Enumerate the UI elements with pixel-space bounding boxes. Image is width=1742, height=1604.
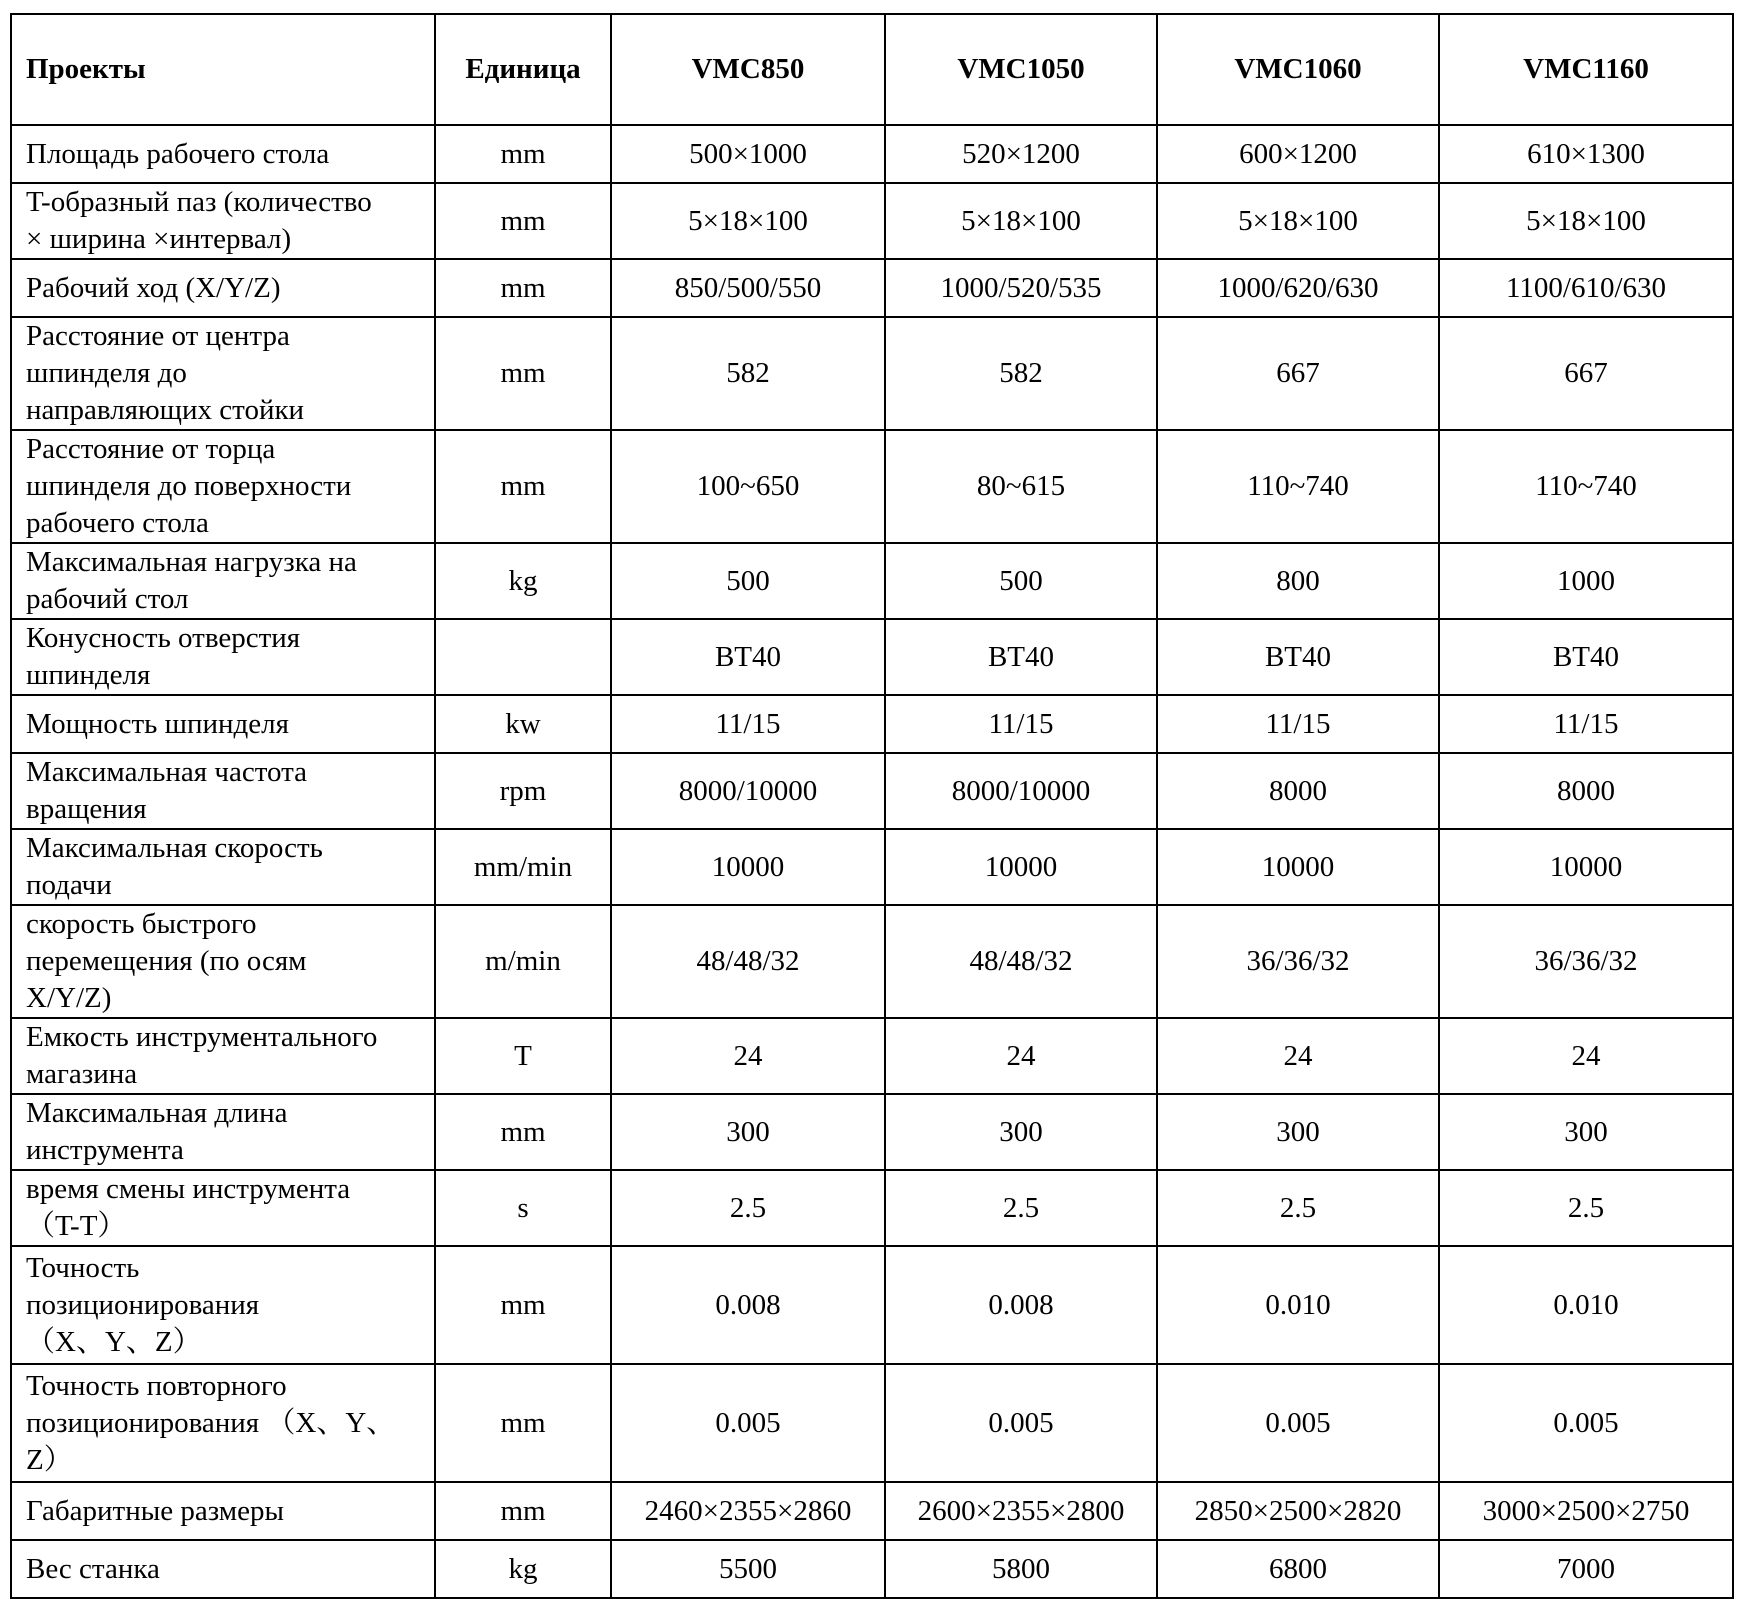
value-cell: 10000: [611, 829, 885, 905]
value-cell: 0.010: [1439, 1246, 1733, 1364]
value-cell: 110~740: [1439, 430, 1733, 543]
value-cell: 5×18×100: [1439, 183, 1733, 259]
table-row: [11, 543, 1733, 619]
value-cell: 667: [1157, 317, 1439, 430]
unit-cell: mm: [435, 1364, 611, 1482]
table-row: [11, 1482, 1733, 1540]
value-cell: 300: [885, 1094, 1157, 1170]
table-row: [11, 430, 1733, 543]
value-cell: 2.5: [885, 1170, 1157, 1246]
unit-cell: kw: [435, 695, 611, 753]
spec-table-container: [10, 13, 1732, 1588]
value-cell: 0.005: [885, 1364, 1157, 1482]
param-cell: Максимальная частота вращения: [11, 753, 435, 829]
value-cell: 7000: [1439, 1540, 1733, 1598]
value-cell: 24: [1439, 1018, 1733, 1094]
value-cell: 300: [1439, 1094, 1733, 1170]
value-cell: 11/15: [885, 695, 1157, 753]
value-cell: 100~650: [611, 430, 885, 543]
value-cell: 500: [885, 543, 1157, 619]
value-cell: 10000: [1157, 829, 1439, 905]
value-cell: 5500: [611, 1540, 885, 1598]
table-row: [11, 1364, 1733, 1482]
value-cell: 2600×2355×2800: [885, 1482, 1157, 1540]
value-cell: 11/15: [611, 695, 885, 753]
param-cell: Мощность шпинделя: [11, 695, 435, 753]
value-cell: 582: [611, 317, 885, 430]
value-cell: 8000: [1439, 753, 1733, 829]
value-cell: 110~740: [1157, 430, 1439, 543]
value-cell: 667: [1439, 317, 1733, 430]
unit-cell: mm: [435, 430, 611, 543]
value-cell: 48/48/32: [885, 905, 1157, 1018]
param-cell: Максимальная нагрузка на рабочий стол: [11, 543, 435, 619]
unit-cell: mm: [435, 183, 611, 259]
table-row: [11, 1540, 1733, 1598]
unit-cell: [435, 619, 611, 695]
table-row: [11, 753, 1733, 829]
value-cell: 5×18×100: [1157, 183, 1439, 259]
value-cell: 3000×2500×2750: [1439, 1482, 1733, 1540]
value-cell: 5×18×100: [885, 183, 1157, 259]
value-cell: 0.008: [885, 1246, 1157, 1364]
table-row: [11, 1170, 1733, 1246]
table-row: [11, 317, 1733, 430]
value-cell: 2.5: [1157, 1170, 1439, 1246]
header-vmc1060: VMC1060: [1157, 14, 1439, 125]
unit-cell: mm: [435, 317, 611, 430]
value-cell: 5800: [885, 1540, 1157, 1598]
value-cell: 0.008: [611, 1246, 885, 1364]
param-cell: T-образный паз (количество × ширина ×интервал): [11, 183, 435, 259]
value-cell: 10000: [1439, 829, 1733, 905]
param-cell: Конусность отверстия шпинделя: [11, 619, 435, 695]
value-cell: 1000/620/630: [1157, 259, 1439, 317]
value-cell: 8000/10000: [611, 753, 885, 829]
value-cell: 8000: [1157, 753, 1439, 829]
value-cell: BT40: [1439, 619, 1733, 695]
value-cell: 24: [1157, 1018, 1439, 1094]
header-vmc1050: VMC1050: [885, 14, 1157, 125]
value-cell: 800: [1157, 543, 1439, 619]
table-row: [11, 1018, 1733, 1094]
spec-table: [10, 13, 1734, 1599]
param-cell: время смены инструмента （T-T）: [11, 1170, 435, 1246]
param-cell: Максимальная скорость подачи: [11, 829, 435, 905]
param-cell: Вес станка: [11, 1540, 435, 1598]
value-cell: 0.005: [1157, 1364, 1439, 1482]
unit-cell: rpm: [435, 753, 611, 829]
header-vmc1160: VMC1160: [1439, 14, 1733, 125]
value-cell: 36/36/32: [1157, 905, 1439, 1018]
value-cell: 610×1300: [1439, 125, 1733, 183]
header-vmc850: VMC850: [611, 14, 885, 125]
table-row: [11, 125, 1733, 183]
unit-cell: mm: [435, 1094, 611, 1170]
value-cell: 582: [885, 317, 1157, 430]
value-cell: 6800: [1157, 1540, 1439, 1598]
value-cell: 24: [611, 1018, 885, 1094]
value-cell: 80~615: [885, 430, 1157, 543]
unit-cell: s: [435, 1170, 611, 1246]
unit-cell: kg: [435, 543, 611, 619]
header-row: [11, 14, 1733, 125]
param-cell: Максимальная длина инструмента: [11, 1094, 435, 1170]
param-cell: Точность позиционирования （X、Y、Z）: [11, 1246, 435, 1364]
value-cell: 24: [885, 1018, 1157, 1094]
value-cell: 11/15: [1439, 695, 1733, 753]
table-row: [11, 1094, 1733, 1170]
table-row: [11, 619, 1733, 695]
table-row: [11, 259, 1733, 317]
value-cell: 850/500/550: [611, 259, 885, 317]
value-cell: 1000: [1439, 543, 1733, 619]
value-cell: 11/15: [1157, 695, 1439, 753]
param-cell: Рабочий ход (X/Y/Z): [11, 259, 435, 317]
unit-cell: mm/min: [435, 829, 611, 905]
value-cell: 300: [1157, 1094, 1439, 1170]
value-cell: 2.5: [611, 1170, 885, 1246]
unit-cell: m/min: [435, 905, 611, 1018]
value-cell: 300: [611, 1094, 885, 1170]
value-cell: BT40: [611, 619, 885, 695]
unit-cell: mm: [435, 1246, 611, 1364]
param-cell: Точность повторного позиционирования （X、Y、 Z）: [11, 1364, 435, 1482]
spec-table-body: [11, 125, 1733, 1598]
header-unit: Единица: [435, 14, 611, 125]
table-row: [11, 1246, 1733, 1364]
value-cell: 500: [611, 543, 885, 619]
table-row: [11, 905, 1733, 1018]
value-cell: 2460×2355×2860: [611, 1482, 885, 1540]
param-cell: Габаритные размеры: [11, 1482, 435, 1540]
unit-cell: mm: [435, 259, 611, 317]
value-cell: 10000: [885, 829, 1157, 905]
value-cell: 1100/610/630: [1439, 259, 1733, 317]
unit-cell: T: [435, 1018, 611, 1094]
value-cell: 0.005: [1439, 1364, 1733, 1482]
param-cell: Расстояние от торца шпинделя до поверхности рабочего стола: [11, 430, 435, 543]
value-cell: 500×1000: [611, 125, 885, 183]
value-cell: BT40: [1157, 619, 1439, 695]
unit-cell: mm: [435, 1482, 611, 1540]
value-cell: 1000/520/535: [885, 259, 1157, 317]
table-row: [11, 695, 1733, 753]
value-cell: 8000/10000: [885, 753, 1157, 829]
param-cell: скорость быстрого перемещения (по осям X/Y/Z): [11, 905, 435, 1018]
table-row: [11, 183, 1733, 259]
value-cell: BT40: [885, 619, 1157, 695]
value-cell: 2850×2500×2820: [1157, 1482, 1439, 1540]
value-cell: 0.010: [1157, 1246, 1439, 1364]
unit-cell: mm: [435, 125, 611, 183]
param-cell: Емкость инструментального магазина: [11, 1018, 435, 1094]
value-cell: 0.005: [611, 1364, 885, 1482]
header-projects: Проекты: [11, 14, 435, 125]
value-cell: 48/48/32: [611, 905, 885, 1018]
value-cell: 5×18×100: [611, 183, 885, 259]
value-cell: 2.5: [1439, 1170, 1733, 1246]
value-cell: 520×1200: [885, 125, 1157, 183]
unit-cell: kg: [435, 1540, 611, 1598]
param-cell: Площадь рабочего стола: [11, 125, 435, 183]
value-cell: 600×1200: [1157, 125, 1439, 183]
table-row: [11, 829, 1733, 905]
param-cell: Расстояние от центра шпинделя до направляющих стойки: [11, 317, 435, 430]
value-cell: 36/36/32: [1439, 905, 1733, 1018]
